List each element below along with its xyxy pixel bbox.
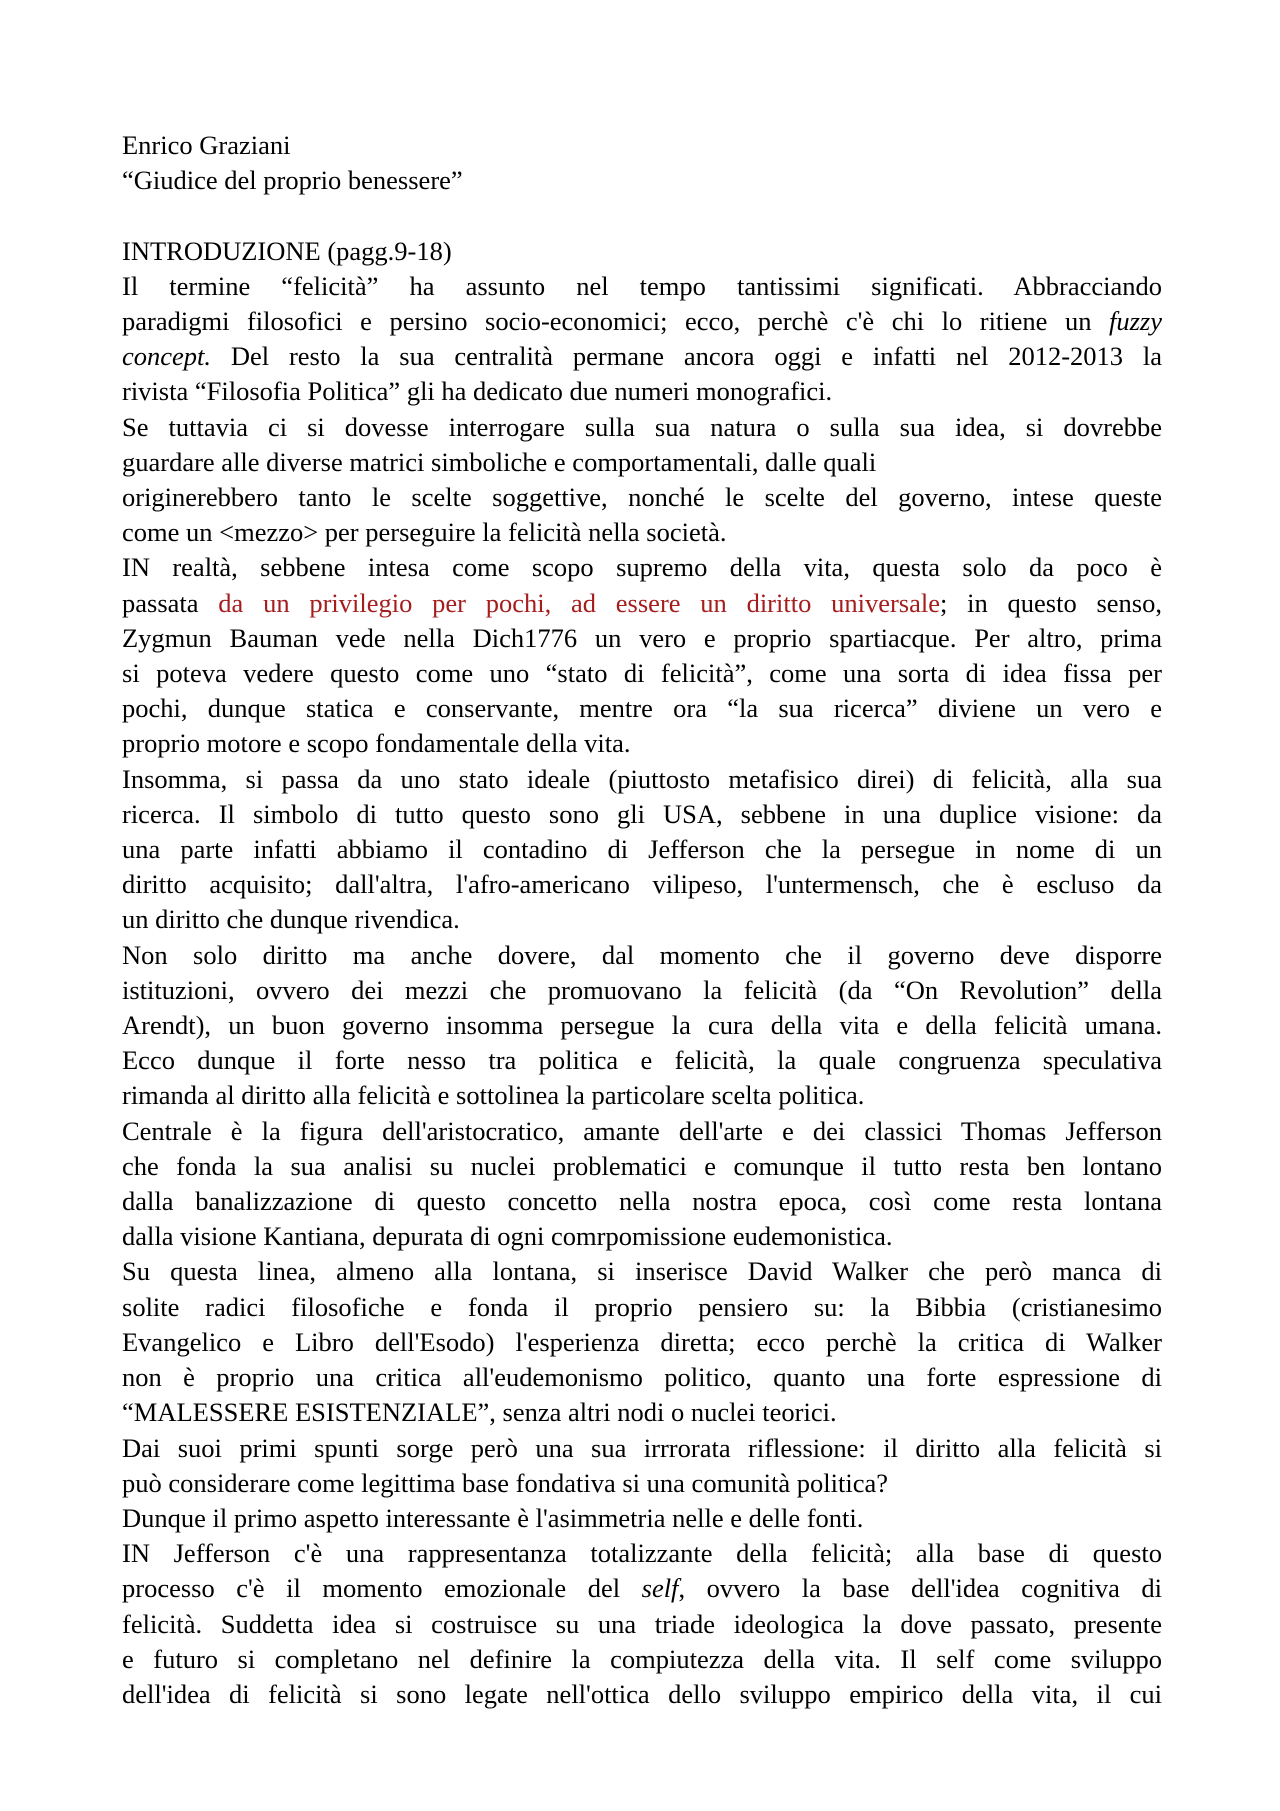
text-run: ; in questo senso, [940,587,1162,618]
text-line: Se tuttavia ci si dovesse interrogare sulla sua natura o sulla sua idea, si dovrebbe [122,411,1162,442]
text-line: Il termine “felicità” ha assunto nel tempo tantissimi significati. Abbracciando [122,270,1162,301]
italic-term: concept. [122,341,212,372]
text-run: , ovvero la base dell'idea cognitiva di [678,1573,1162,1604]
italic-term: self [641,1573,679,1604]
text-line: come un <mezzo> per perseguire la felicità nella società. [122,517,727,548]
text-line: proprio motore e scopo fondamentale della vita. [122,728,631,759]
author-name: Enrico Graziani [122,130,291,160]
text-run: paradigmi filosofici e persino socio-economici; ecco, perchè c'è chi lo ritiene un [122,306,1109,336]
highlighted-phrase: da un privilegio per pochi, ad essere un diritto universale [218,587,941,618]
text-line: Centrale è la figura dell'aristocratico, amante dell'arte e dei classici Thomas Jefferson [122,1115,1162,1146]
text-line: Evangelico e Libro dell'Esodo) l'esperienza diretta; ecco perchè la critica di Walker [122,1326,1162,1357]
text-line: una parte infatti abbiamo il contadino di Jefferson che la persegue in nome di un [122,834,1162,865]
text-line: rivista “Filosofia Politica” gli ha dedicato due numeri monografici. [122,376,833,407]
blank-line [122,198,1162,233]
text-line: solite radici filosofiche e fonda il proprio pensiero su: la Bibbia (cristianesimo [122,1291,1162,1322]
text-line: un diritto che dunque rivendica. [122,904,460,935]
text-line: Su questa linea, almeno alla lontana, si inserisce David Walker che però manca di [122,1256,1162,1287]
text-line: dell'idea di felicità si sono legate nell'ottica dello sviluppo empirico della vita, il cui [122,1678,1162,1709]
text-line: originerebbero tanto le scelte soggettive, nonché le scelte del governo, intese queste [122,482,1162,513]
italic-term: fuzzy [1109,306,1162,336]
text-line: Dai suoi primi spunti sorge però una sua irrrorata riflessione: il diritto alla felicità si [122,1432,1162,1463]
text-line: rimanda al diritto alla felicità e sottolinea la particolare scelta politica. [122,1080,865,1111]
text-line [122,586,1162,621]
text-line: Insomma, si passa da uno stato ideale (piuttosto metafisico direi) di felicità, alla sua [122,763,1162,794]
text-line: diritto acquisito; dall'altra, l'afro-americano vilipeso, l'untermensch, che è escluso da [122,869,1162,900]
text-line: può considerare come legittima base fondativa si una comunità politica? [122,1467,889,1498]
text-line [122,304,1162,339]
text-line: felicità. Suddetta idea si costruisce su una triade ideologica la dove passato, presente [122,1608,1162,1639]
text-line: Ecco dunque il forte nesso tra politica e felicità, la quale congruenza speculativa [122,1045,1162,1076]
text-line: dalla visione Kantiana, depurata di ogni comrpomissione eudemonistica. [122,1221,893,1252]
text-line [122,1571,1162,1606]
text-line: IN realtà, sebbene intesa come scopo supremo della vita, questa solo da poco è [122,552,1162,583]
text-line: Arendt), un buon governo insomma persegue la cura della vita e della felicità umana. [122,1010,1162,1041]
text-line: non è proprio una critica all'eudemonismo politico, quanto una forte espressione di [122,1362,1162,1393]
text-line: e futuro si completano nel definire la compiutezza della vita. Il self come sviluppo [122,1643,1162,1674]
text-run: passata [122,587,219,618]
text-line: istituzioni, ovvero dei mezzi che promuovano la felicità (da “On Revolution” della [122,974,1162,1005]
text-line: che fonda la sua analisi su nuclei problematici e comunque il tutto resta ben lontano [122,1150,1162,1181]
document-body [122,128,1162,1712]
text-line: “MALESSERE ESISTENZIALE”, senza altri nodi o nuclei teorici. [122,1397,837,1428]
text-line: si poteva vedere questo come uno “stato di felicità”, come una sorta di idea fissa per [122,658,1162,689]
text-line: dalla banalizzazione di questo concetto nella nostra epoca, così come resta lontana [122,1186,1162,1217]
section-heading: INTRODUZIONE (pagg.9-18) [122,235,452,266]
text-line: Dunque il primo aspetto interessante è l'asimmetria nelle e delle fonti. [122,1502,864,1533]
text-line: Zygmun Bauman vede nella Dich1776 un vero e proprio spartiacque. Per altro, prima [122,622,1162,653]
text-run: processo c'è il momento emozionale del [122,1573,642,1604]
text-run: Del resto la sua centralità permane ancora oggi e infatti nel 2012-2013 la [211,341,1162,372]
text-line: guardare alle diverse matrici simboliche e comportamentali, dalle quali [122,446,877,477]
text-line [122,339,1162,374]
text-line: ricerca. Il simbolo di tutto questo sono gli USA, sebbene in una duplice visione: da [122,798,1162,829]
text-line: Non solo diritto ma anche dovere, dal momento che il governo deve disporre [122,939,1162,970]
text-line: pochi, dunque statica e conservante, mentre ora “la sua ricerca” diviene un vero e [122,693,1162,724]
book-title: “Giudice del proprio benessere” [122,165,463,196]
text-line: IN Jefferson c'è una rappresentanza totalizzante della felicità; alla base di questo [122,1538,1162,1569]
